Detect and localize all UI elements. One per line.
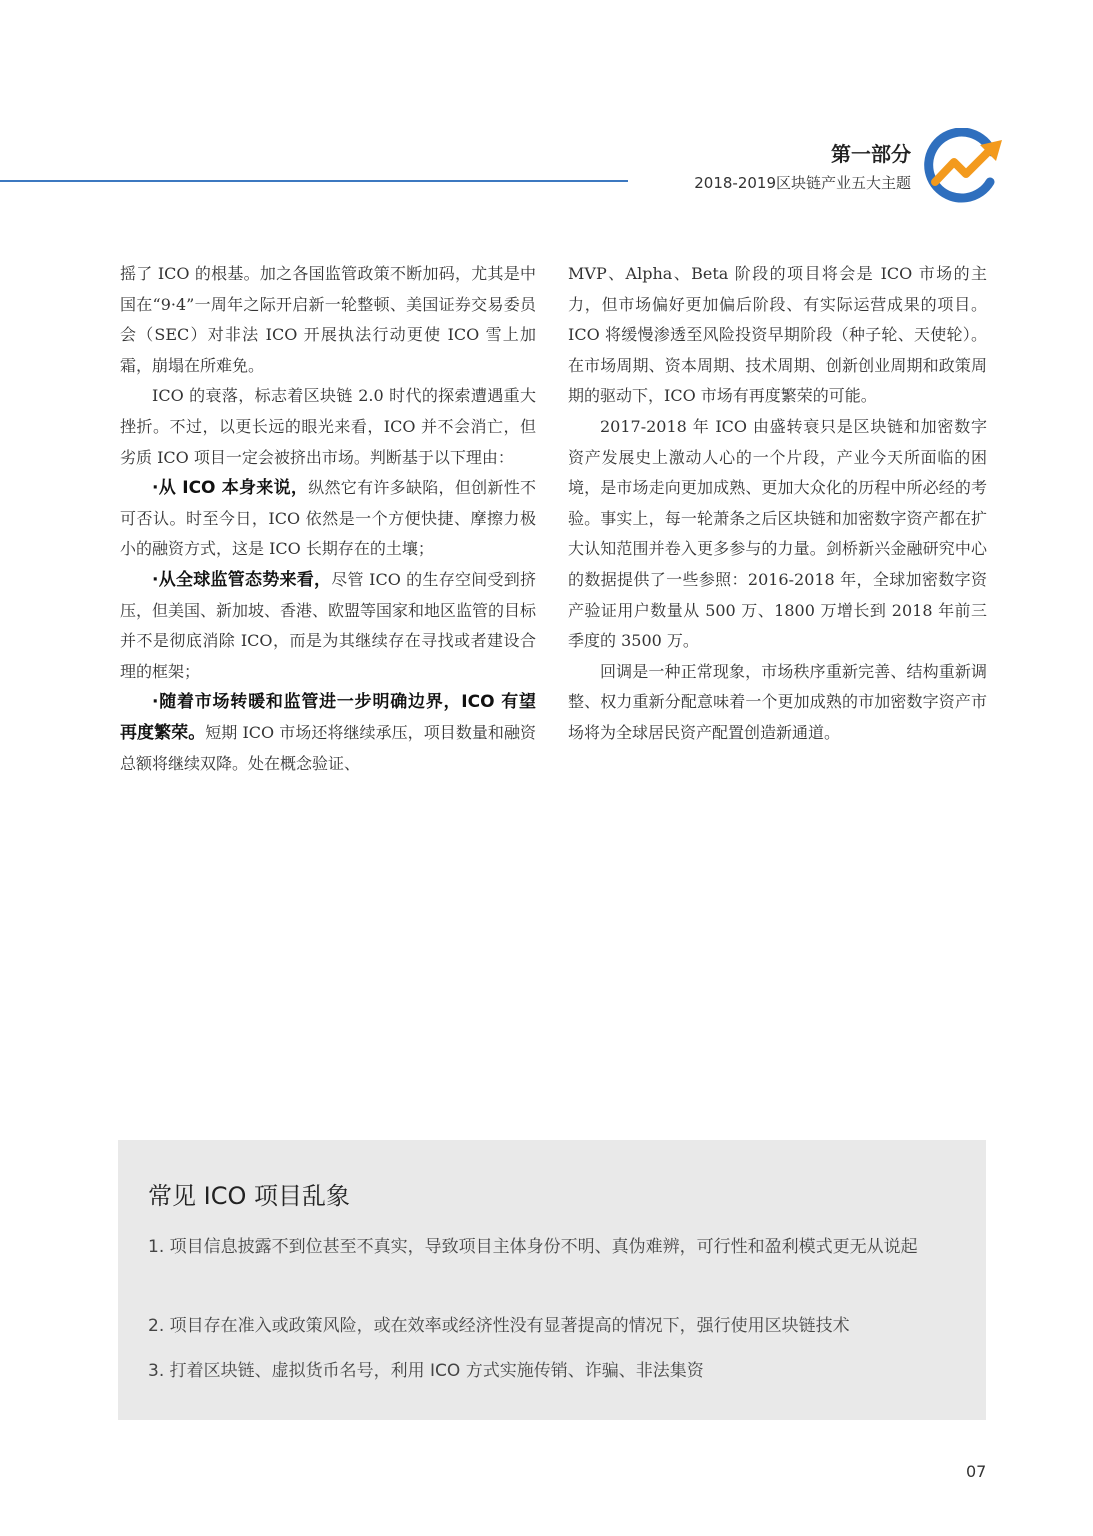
header-rule [0,180,628,182]
sidebar-box [118,1140,986,1420]
bold-lead: ·从 ICO 本身来说， [152,478,309,499]
paragraph: 摇了 ICO 的根基。加之各国监管政策不断加码，尤其是中国在“9·4”一周年之际开启新一轮整顿、美国证券交易委员会（SEC）对非法 ICO 开展执法行动更使 ICO 雪上加霜，崩塌在所难免。 [120,264,536,375]
paragraph: MVP、Alpha、Beta 阶段的项目将会是 ICO 市场的主力，但市场偏好更加偏后阶段、有实际运营成果的项目。ICO 将缓慢渗透至风险投资早期阶段（种子轮、天使轮）。在市场周期、资本周期、技术周期、创新创业周期和政策周期的驱动下，ICO 市场有再度繁荣的可能。 [568,264,987,406]
page-number: 07 [966,1462,987,1481]
box-item: 3. 打着区块链、虚拟货币名号，利用 ICO 方式实施传销、诈骗、非法集资 [148,1361,704,1381]
paragraph-text: 短期 ICO 市场还将继续承压，项目数量和融资总额将继续双降。处在概念验证、 [120,722,537,773]
growth-chart-logo-icon [918,128,1008,208]
paragraph-text: 纵然它有许多缺陷，但创新性不可否认。时至今日，ICO 依然是一个方便快捷、摩擦力极小的融资方式，这是 ICO 长期存在的土壤； [120,478,536,559]
bold-lead: ·随着市场转暖和监管进一步明确边界，ICO 有望再度繁荣。 [120,692,536,743]
paragraph: 回调是一种正常现象，市场秩序重新完善、结构重新调整、权力重新分配意味着一个更加成熟的市加密数字资产市场将为全球居民资产配置创造新通道。 [568,661,987,742]
paragraph: 2017-2018 年 ICO 由盛转衰只是区块链和加密数字资产发展史上激动人心的一个片段，产业今天所面临的困境，是市场走向更加成熟、更加大众化的历程中所必经的考验。事实上，每一轮萧条之后区块链和加密数字资产都在扩大认知范围并卷入更多参与的力量。剑桥新兴金融研究中心的数据提供了一些参照：2016-2018 年，全球加密数字资产验证用户数量从 500 万、1800 万增长到 2018 年前三季度的 3500 万。 [568,416,987,651]
right-column [568,259,987,749]
box-item: 2. 项目存在准入或政策风险，或在效率或经济性没有显著提高的情况下，强行使用区块链技术 [148,1316,850,1336]
paragraph [120,565,536,687]
box-item: 1. 项目信息披露不到位甚至不真实，导致项目主体身份不明、真伪难辨，可行性和盈利模式更无从说起 [148,1237,918,1257]
section-title: 第一部分 [831,142,911,166]
paragraph [120,687,536,779]
section-subtitle: 2018-2019区块链产业五大主题 [694,174,911,192]
box-title: 常见 ICO 项目乱象 [148,1182,350,1210]
bold-lead: ·从全球监管态势来看， [152,569,332,590]
paragraph: ICO 的衰落，标志着区块链 2.0 时代的探索遭遇重大挫折。不过，以更长远的眼光来看，ICO 并不会消亡，但劣质 ICO 项目一定会被挤出市场。判断基于以下理由： [120,386,536,467]
paragraph [120,473,536,565]
left-column [120,259,536,779]
paragraph-text: 尽管 ICO 的生存空间受到挤压，但美国、新加坡、香港、欧盟等国家和地区监管的目标并不是彻底消除 ICO，而是为其继续存在寻找或者建设合理的框架； [120,569,537,681]
